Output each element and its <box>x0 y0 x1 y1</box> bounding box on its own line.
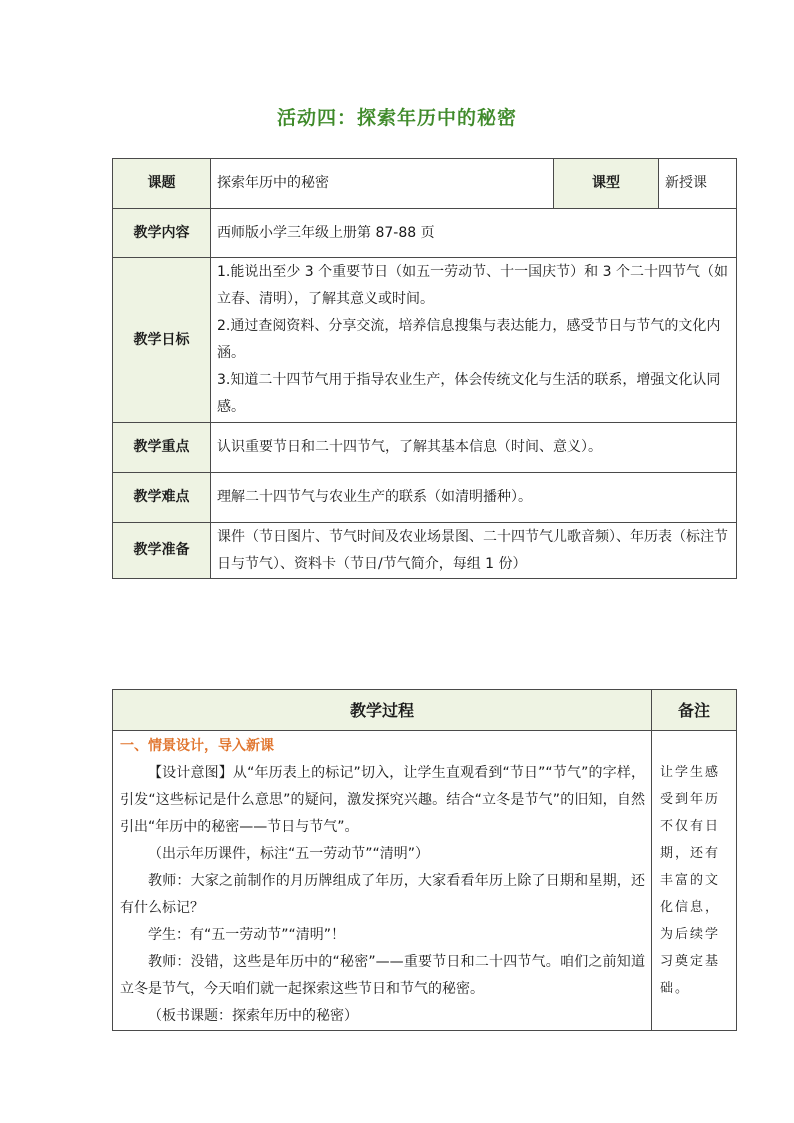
process-paragraph: 教师：没错，这些是年历中的“秘密”——重要节日和二十四节气。咱们之前知道立冬是节气，今天咱们就一起探索这些节日和节气的秘密。 <box>120 954 645 997</box>
note-content: 让学生感受到年历不仅有日期，还有丰富的文化信息，为后续学习奠定基础。 <box>652 731 737 1031</box>
prep-value: 课件（节日图片、节气时间及农业场景图、二十四节气儿歌音频）、年历表（标注节日与节气）、资料卡（节日/节气简介，每组 1 份） <box>211 523 737 579</box>
content-label: 教学内容 <box>113 209 211 258</box>
process-paragraph: （板书课题：探索年历中的秘密） <box>148 1008 358 1024</box>
lesson-info-table <box>112 158 737 579</box>
process-paragraph: （出示年历课件，标注“五一劳动节”“清明”） <box>148 846 430 862</box>
type-label: 课型 <box>554 159 659 209</box>
section-title: 一、情景设计，导入新课 <box>120 738 274 754</box>
type-value: 新授课 <box>659 159 737 209</box>
page-title: 活动四：探索年历中的秘密 <box>276 107 517 129</box>
key-label: 教学重点 <box>113 423 211 473</box>
process-paragraph: 学生：有“五一劳动节”“清明”！ <box>148 927 346 943</box>
topic-label: 课题 <box>113 159 211 209</box>
goals-label: 教学日标 <box>113 258 211 423</box>
difficulty-value: 理解二十四节气与农业生产的联系（如清明播种）。 <box>211 473 737 523</box>
goals-cell <box>211 258 737 423</box>
key-value: 认识重要节日和二十四节气，了解其基本信息（时间、意义）。 <box>211 423 737 473</box>
topic-value: 探索年历中的秘密 <box>211 159 554 209</box>
goal-item: 1.能说出至少 3 个重要节日（如五一劳动节、十一国庆节）和 3 个二十四节气（如立春、清明），了解其意义或时间。 <box>217 264 728 307</box>
process-content <box>113 731 652 1031</box>
process-paragraph: 教师：大家之前制作的月历牌组成了年历，大家看看年历上除了日期和星期，还有什么标记？ <box>120 873 645 916</box>
process-paragraph: 【设计意图】从“年历表上的标记”切入，让学生直观看到“节日”“节气”的字样，引发“这些标记是什么意思”的疑问，激发探究兴趣。结合“立冬是节气”的旧知，自然引出“年历中的秘密——节日与节气”。 <box>120 765 645 835</box>
prep-label: 教学准备 <box>113 523 211 579</box>
process-header: 教学过程 <box>113 690 652 731</box>
teaching-process-table <box>112 689 737 1031</box>
note-header: 备注 <box>652 690 737 731</box>
goal-item: 2.通过查阅资料、分享交流，培养信息搜集与表达能力，感受节日与节气的文化内涵。 <box>217 318 721 361</box>
goal-item: 3.知道二十四节气用于指导农业生产，体会传统文化与生活的联系，增强文化认同感。 <box>217 372 721 415</box>
content-value: 西师版小学三年级上册第 87-88 页 <box>211 209 737 258</box>
difficulty-label: 教学难点 <box>113 473 211 523</box>
